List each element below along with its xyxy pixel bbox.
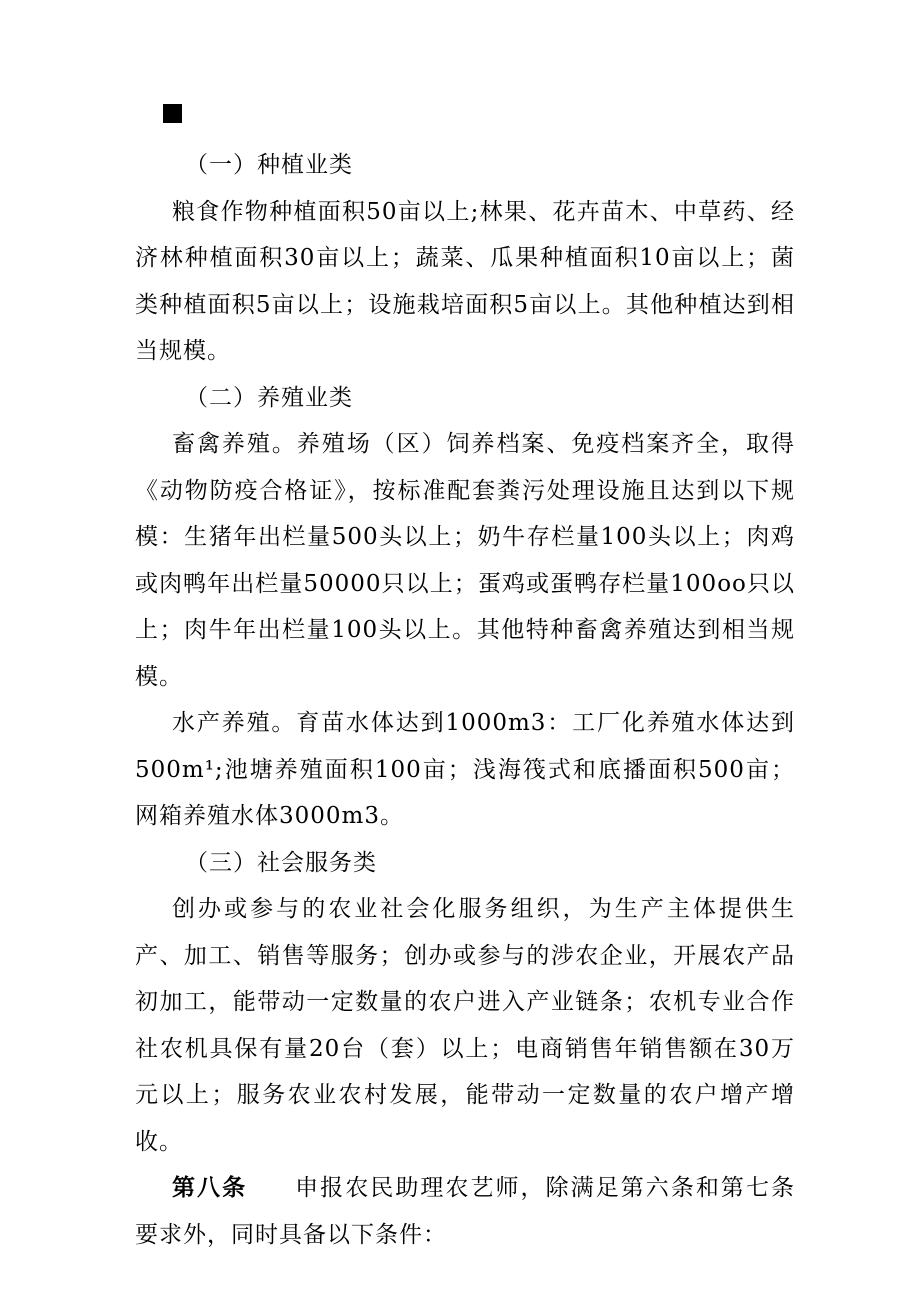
services-paragraph: 创办或参与的农业社会化服务组织，为生产主体提供生产、加工、销售等服务；创办或参与的涉农企业，开展农产品初加工，能带动一定数量的农户进入产业链条；农机专业合作社农机具保有量20台（套）以上；电商销售年销售额在30万元以上；服务农业农村发展，能带动一定数量的农户增产增收。	[135, 896, 795, 1155]
section-heading-breeding: （二）养殖业类	[185, 384, 353, 411]
black-square-mark	[163, 104, 182, 123]
article-label: 第八条	[172, 1175, 248, 1201]
article-eight	[135, 1165, 795, 1258]
planting-paragraph: 粮食作物种植面积50亩以上;林果、花卉苗木、中草药、经济林种植面积30亩以上；蔬菜、瓜果种植面积10亩以上；菌类种植面积5亩以上；设施栽培面积5亩以上。其他种植达到相当规模。	[135, 198, 795, 364]
aquaculture-paragraph: 水产养殖。育苗水体达到1000m3：工厂化养殖水体达到500m¹;池塘养殖面积100亩；浅海筏式和底播面积500亩；网箱养殖水体3000m3。	[135, 710, 795, 829]
section-heading-services: （三）社会服务类	[185, 849, 377, 876]
document-body	[135, 142, 795, 1258]
article-text: 申报农民助理农艺师，除满足第六条和第七条要求外，同时具备以下条件：	[135, 1175, 796, 1248]
livestock-paragraph: 畜禽养殖。养殖场（区）饲养档案、免疫档案齐全，取得《动物防疫合格证》，按标准配套粪污处理设施且达到以下规模：生猪年出栏量500头以上；奶牛存栏量100头以上；肉鸡或肉鸭年出栏量50000只以上；蛋鸡或蛋鸭存栏量100oo只以上；肉牛年出栏量100头以上。其他特种畜禽养殖达到相当规模。	[135, 431, 795, 690]
section-heading-planting: （一）种植业类	[185, 152, 353, 178]
